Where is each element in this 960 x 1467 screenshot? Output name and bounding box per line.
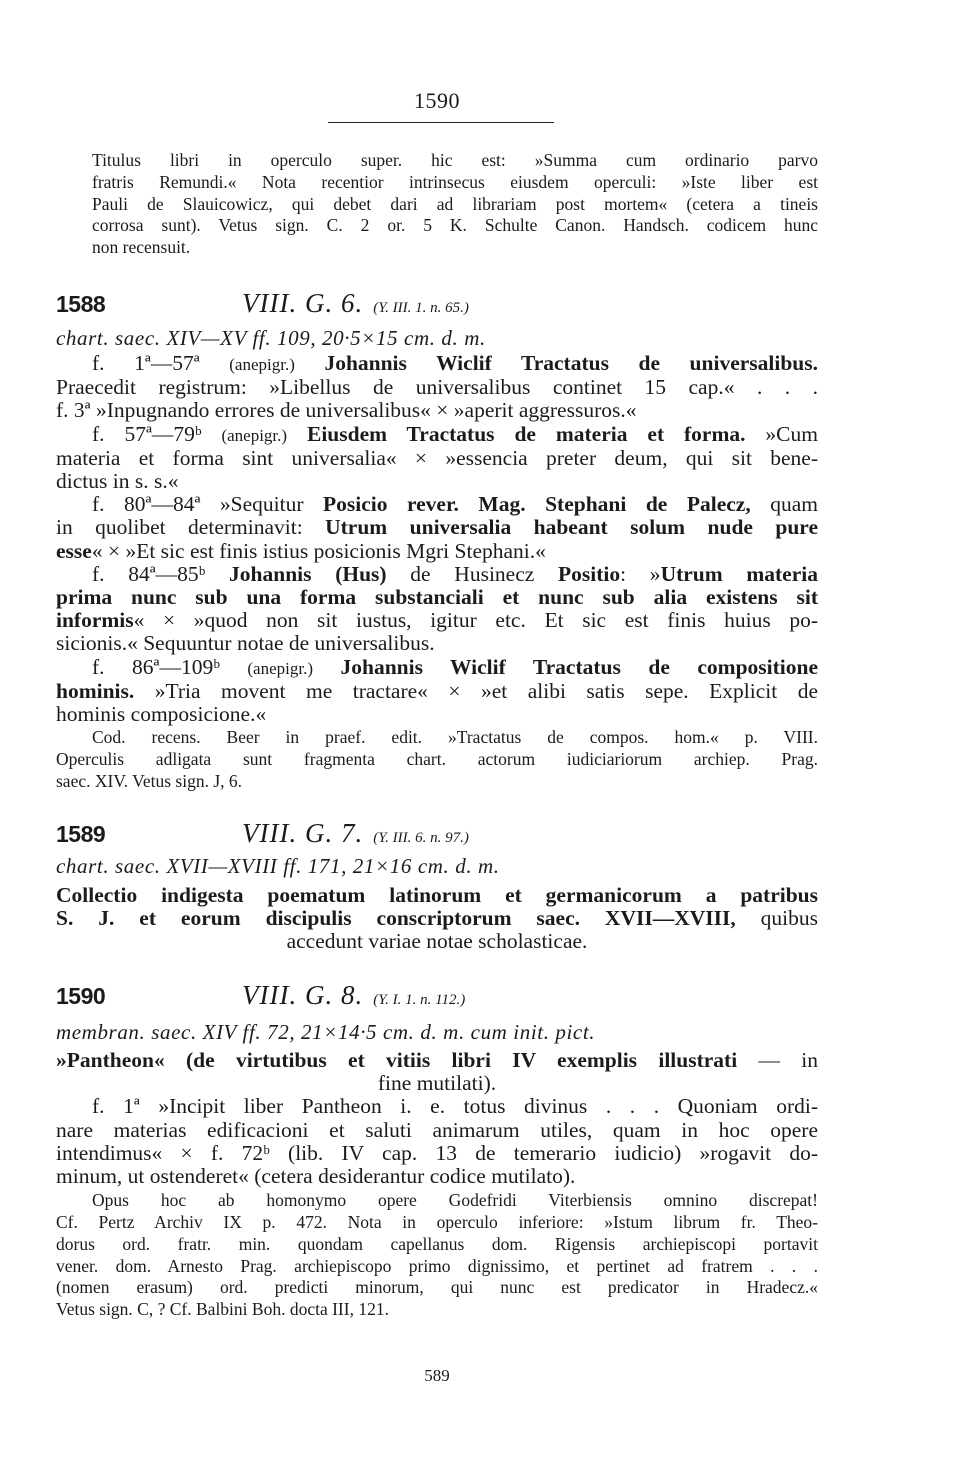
note-line: dorus ord. fratr. min. quondam capellanus dom. Rigensis archiepiscopi portavit	[56, 1233, 818, 1254]
old-reference: (Y. III. 6. n. 97.)	[373, 830, 469, 846]
header-rule	[328, 122, 554, 123]
note-line: (nomen erasum) ord. predicti minorum, qui nunc est predicator in Hradecz.«	[56, 1277, 818, 1298]
intro-line: Titulus libri in operculo super. hic est: »Summa cum ordinario parvo	[92, 150, 818, 170]
old-reference: (Y. I. 1. n. 112.)	[373, 992, 466, 1008]
content-line: hominis composicione.«	[56, 702, 267, 727]
entry-number: 1588	[56, 291, 106, 317]
content-line: S. J. et eorum discipulis conscriptorum saec. XVII—XVIII, quibus	[56, 906, 819, 931]
intro-line: Pauli de Slauicowicz, qui debet dari ad librariam post mortem« (cetera a tineis	[92, 193, 818, 214]
entry-1590-heading	[56, 980, 818, 1013]
content-line: prima nunc sub una forma substanciali et nunc sub alia existens sit	[56, 585, 818, 610]
content-line: Praecedit registrum: »Libellus de universalibus continet 15 cap.« . . .	[56, 375, 818, 400]
entry-1588-heading	[56, 288, 818, 321]
content-line: f. 80ª—84ª »Sequitur Posicio rever. Mag. Stephani de Palecz, quam	[92, 492, 818, 517]
note-line: Vetus sign. C, ? Cf. Balbini Boh. docta III, 121.	[56, 1299, 389, 1320]
intro-line: corrosa sunt). Vetus sign. C. 2 or. 5 K. Schulte Canon. Handsch. codicem hunc	[92, 215, 818, 236]
content-line: f. 57ª—79ᵇ (anepigr.) Eiusdem Tractatus de materia et forma. »Cum	[92, 421, 818, 446]
entry-1588-contents	[56, 352, 818, 793]
note-line: Cf. Pertz Archiv IX p. 472. Nota in operculo inferiore: »Istum librum fr. Theo-	[56, 1212, 818, 1233]
note-line: Opus hoc ab homonymo opere Godefridi Viterbiensis omnino discrepat!	[92, 1190, 818, 1211]
entry-signature	[242, 818, 469, 849]
content-line: f. 1ª—57ª (anepigr.) Johannis Wiclif Tractatus de universalibus.	[92, 351, 818, 375]
content-line: sicionis.« Sequuntur notae de universalibus.	[56, 631, 435, 656]
shelf-mark: VIII. G. 7.	[242, 818, 364, 848]
content-line: fine mutilati).	[377, 1071, 497, 1096]
note-line: Cod. recens. Beer in praef. edit. »Tractatus de compos. hom.« p. VIII.	[92, 727, 818, 748]
content-line: esse« × »Et sic est finis istius posicionis Mgri Stephani.«	[56, 538, 546, 563]
note-line: vener. dom. Arnesto Prag. archiepiscopo primo dignissimo, et pertinet ad fratrem . . .	[56, 1255, 818, 1276]
work-title: Eiusdem Tractatus de materia et forma.	[306, 421, 746, 446]
content-line: Collectio indigesta poematum latinorum et germanicorum a patribus	[56, 883, 818, 907]
entry-signature	[242, 288, 469, 319]
entry-1589-contents	[56, 884, 818, 954]
content-line: accedunt variae notae scholasticae.	[286, 929, 588, 954]
content-line: »Pantheon« (de virtutibus et vitiis libri IV exemplis illustrati — in	[56, 1048, 818, 1072]
content-line: informis« × »quod non sit iustus, igitur etc. Et sic est finis huius po-	[56, 608, 818, 633]
content-line: f. 86ª—109ᵇ (anepigr.) Johannis Wiclif Tractatus de compositione	[92, 654, 819, 679]
work-title: Johannis Wiclif Tractatus de universalibus.	[324, 351, 818, 375]
note-line: Operculis adligata sunt fragmenta chart. actorum iudiciariorum archiep. Prag.	[56, 749, 818, 770]
content-line: hominis. »Tria movent me tractare« × »et alibi satis sepe. Explicit de	[56, 678, 818, 703]
content-line: f. 1ª »Incipit liber Pantheon i. e. totus divinus . . . Quoniam ordi-	[92, 1094, 818, 1119]
content-line: minum, ut ostenderet« (cetera desiderantur codice mutilato).	[56, 1164, 576, 1189]
entry-signature	[242, 980, 465, 1011]
intro-line: non recensuit.	[92, 237, 191, 258]
content-line: intendimus« × f. 72ᵇ (lib. IV cap. 13 de temerario iudicio) »rogavit do-	[56, 1140, 818, 1165]
shelf-mark: VIII. G. 6.	[242, 288, 364, 318]
entry-1590-contents	[56, 1049, 818, 1321]
entry-1589-heading	[56, 818, 818, 851]
page-number: 589	[424, 1366, 450, 1385]
content-line: in quolibet determinavit: Utrum universalia habeant solum nude pure	[56, 515, 818, 540]
running-head: 1590	[414, 88, 460, 113]
entry-1588-description: chart. saec. XIV—XV ff. 109, 20·5×15 cm. d. m.	[56, 326, 486, 350]
content-line: materia et forma sint universalia« × »essencia preter deum, qui sit bene-	[56, 445, 818, 470]
content-line: nare materias edificacioni et saluti animarum utiles, quam in hoc opere	[56, 1117, 818, 1142]
content-line: f. 84ª—85ᵇ Johannis (Hus) de Husinecz Positio: »Utrum materia	[92, 561, 818, 586]
shelf-mark: VIII. G. 8.	[242, 980, 364, 1010]
entry-1590-description: membran. saec. XIV ff. 72, 21×14·5 cm. d. m. cum init. pict.	[56, 1020, 596, 1044]
entry-1589-description: chart. saec. XVII—XVIII ff. 171, 21×16 cm. d. m.	[56, 854, 500, 878]
content-line: f. 3ª »Inpugnando errores de universalibus« × »aperit aggressuros.«	[56, 398, 637, 423]
intro-paragraph	[56, 150, 818, 259]
entry-number: 1589	[56, 821, 106, 847]
content-line: dictus in s. s.«	[56, 469, 179, 494]
intro-line: fratris Remundi.« Nota recentior intrinsecus eiusdem operculi: »Iste liber est	[92, 171, 818, 192]
entry-number: 1590	[56, 983, 106, 1009]
old-reference: (Y. III. 1. n. 65.)	[373, 300, 469, 316]
note-line: saec. XIV. Vetus sign. J, 6.	[56, 770, 243, 791]
